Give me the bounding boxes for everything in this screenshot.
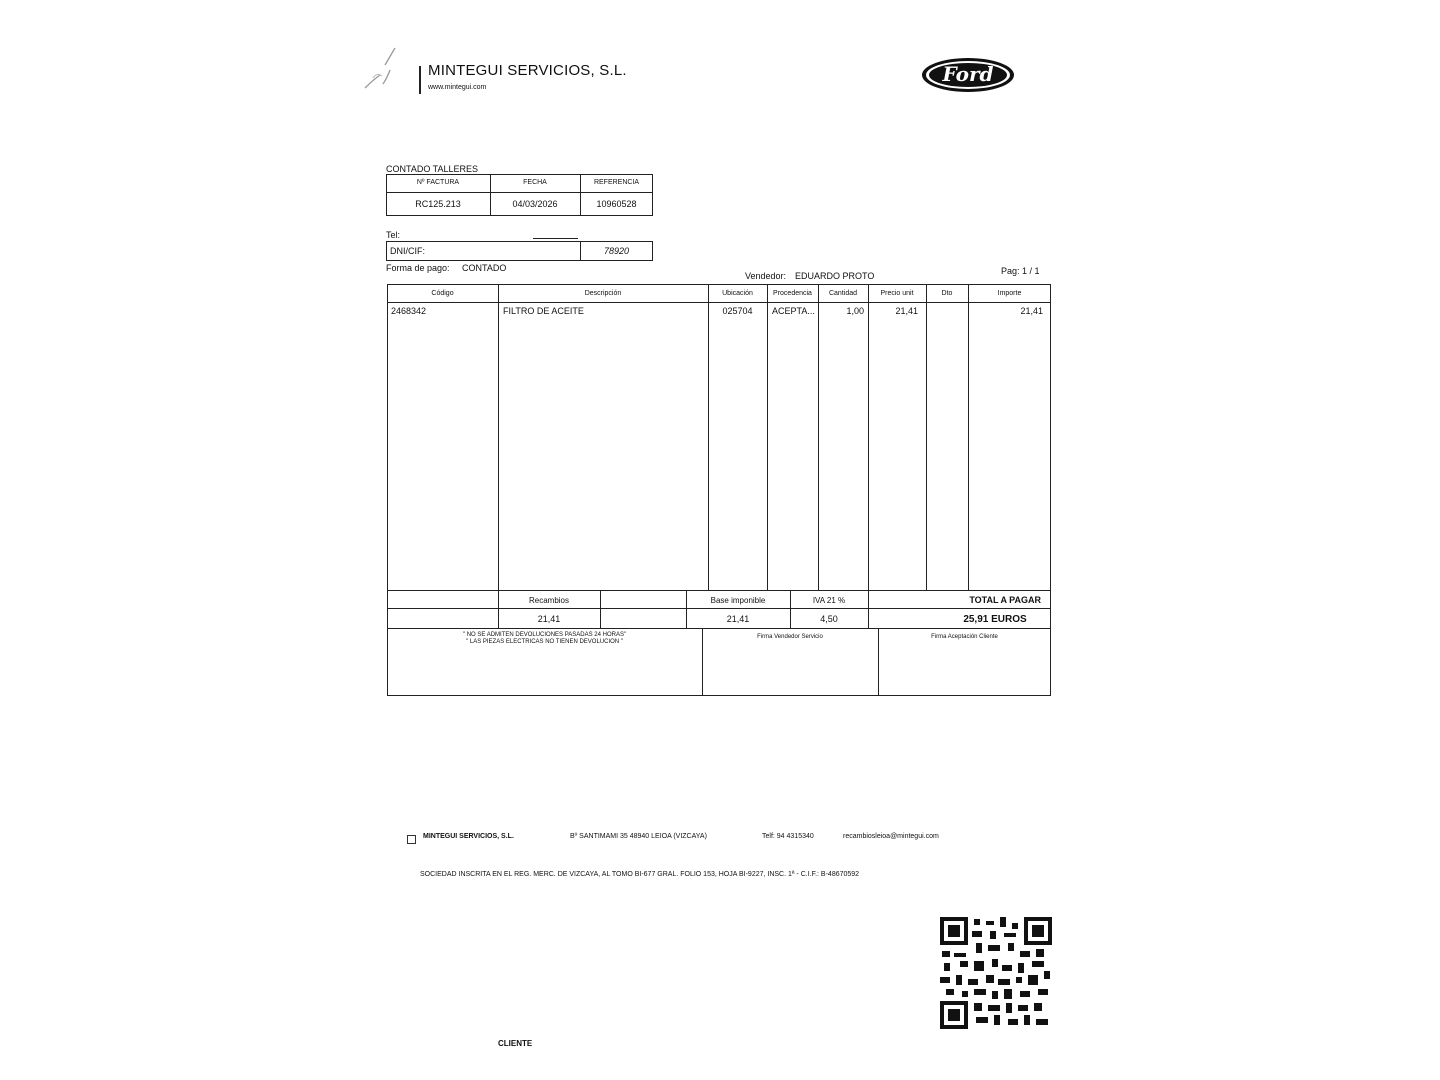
iva-label: IVA 21 % xyxy=(812,596,846,605)
cell-precio: 21,41 xyxy=(895,306,918,316)
footer-address: Bº SANTIMAMI 35 48940 LEIOA (VIZCAYA) xyxy=(570,833,707,840)
value-factura: RC125.213 xyxy=(415,199,461,209)
dni-label: DNI/CIF: xyxy=(390,246,425,256)
col-header-ubicacion: Ubicación xyxy=(722,290,753,297)
footer-phone: Telf: 94 4315340 xyxy=(762,833,814,840)
return-policy-note-2: " LAS PIEZAS ELECTRICAS NO TIENEN DEVOLUCION " xyxy=(466,639,623,645)
footer-checkbox xyxy=(407,835,416,844)
label-factura: Nº FACTURA xyxy=(416,179,460,186)
cell-procedencia: ACEPTA... xyxy=(772,306,815,316)
col-header-descripcion: Descripción xyxy=(584,290,622,297)
value-referencia: 10960528 xyxy=(596,199,637,209)
payment-value: CONTADO xyxy=(462,263,507,273)
base-label: Base imponible xyxy=(710,596,766,605)
copy-label: CLIENTE xyxy=(498,1039,533,1048)
footer-registry: SOCIEDAD INSCRITA EN EL REG. MERC. DE VIZCAYA, AL TOMO BI-677 GRAL. FOLIO 153, HOJA BI-9227, INSC. 1ª - C.I.F.: B-48670592 xyxy=(420,871,860,878)
seller-signature-label: Firma Vendedor Servicio xyxy=(757,634,823,640)
ford-logo-text: Ford xyxy=(942,62,994,86)
iva-value: 4,50 xyxy=(820,614,838,624)
col-header-dto: Dto xyxy=(941,290,953,297)
seller-value: EDUARDO PROTO xyxy=(795,271,875,281)
label-referencia: REFERENCIA xyxy=(593,179,640,186)
cell-ubicacion: 025704 xyxy=(722,306,753,316)
label-fecha: FECHA xyxy=(523,179,547,186)
cell-codigo: 2468342 xyxy=(391,306,427,316)
company-website: www.mintegui.com xyxy=(428,84,487,91)
total-label: TOTAL A PAGAR xyxy=(969,595,1041,605)
cell-importe: 21,41 xyxy=(1020,306,1043,316)
footer-company: MINTEGUI SERVICIOS, S.L. xyxy=(423,833,514,840)
page-number: Pag: 1 / 1 xyxy=(1001,266,1040,276)
company-logo-mark xyxy=(355,40,415,95)
seller-label: Vendedor: xyxy=(745,271,787,281)
col-header-importe: Importe xyxy=(997,290,1022,297)
col-header-procedencia: Procedencia xyxy=(773,290,812,297)
return-policy-note-1: " NO SE ADMITEN DEVOLUCIONES PASADAS 24 HORAS" xyxy=(462,632,627,638)
ford-logo xyxy=(920,56,1016,94)
tel-label: Tel: xyxy=(386,230,401,240)
cell-descripcion: FILTRO DE ACEITE xyxy=(503,306,584,316)
recambios-label: Recambios xyxy=(528,596,569,605)
logo-divider xyxy=(419,66,421,94)
customer-code: 78920 xyxy=(603,246,630,256)
cell-cantidad: 1,00 xyxy=(846,306,864,316)
col-header-codigo: Código xyxy=(431,290,454,297)
qr-code xyxy=(940,917,1052,1029)
payment-label: Forma de pago: xyxy=(386,263,450,273)
col-header-precio: Precio unit xyxy=(880,290,914,297)
sale-type: CONTADO TALLERES xyxy=(386,164,479,174)
client-signature-label: Firma Aceptación Cliente xyxy=(931,634,998,640)
base-value: 21,41 xyxy=(726,614,750,624)
value-fecha: 04/03/2026 xyxy=(512,199,558,209)
company-name: MINTEGUI SERVICIOS, S.L. xyxy=(428,62,627,79)
col-header-cantidad: Cantidad xyxy=(828,290,858,297)
total-value: 25,91 EUROS xyxy=(963,614,1027,625)
footer-email: recambiosleioa@mintegui.com xyxy=(843,833,939,840)
recambios-value: 21,41 xyxy=(537,614,561,624)
